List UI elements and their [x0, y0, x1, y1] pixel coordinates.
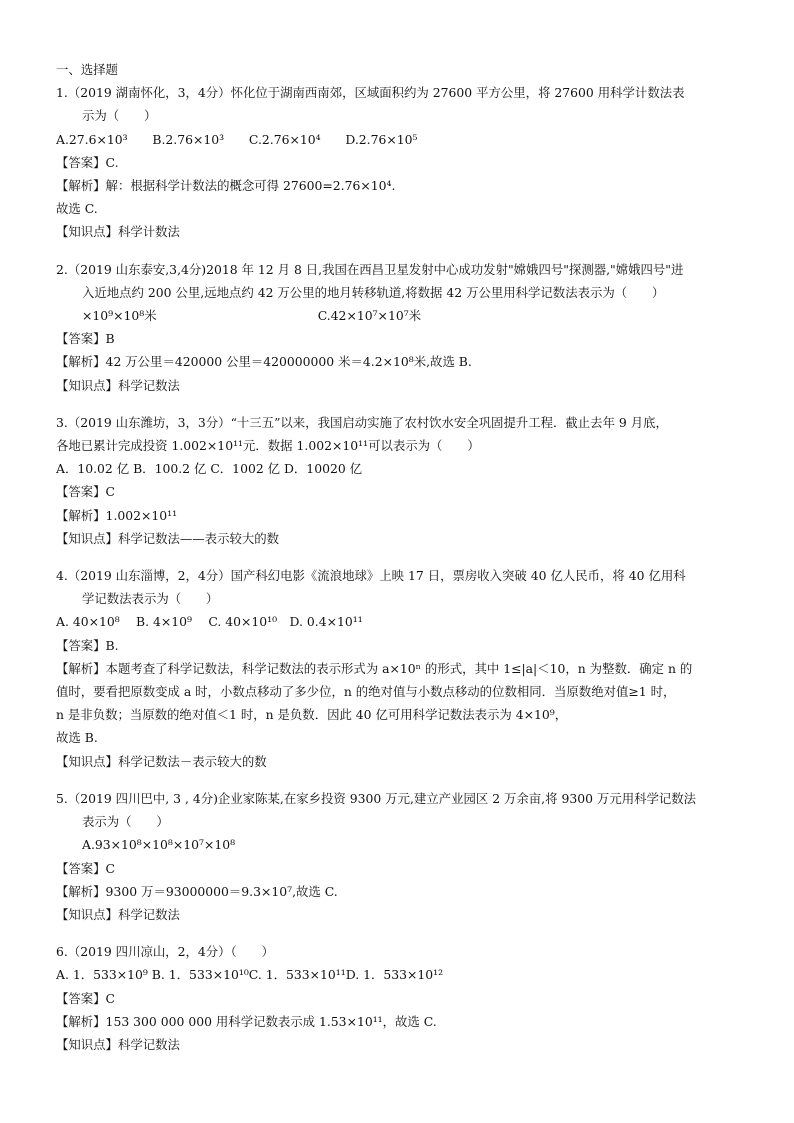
question-1: [56, 81, 746, 243]
question-analysis-cont: 故选 B.: [56, 730, 98, 746]
question-stem: 1.（2019 湖南怀化，3，4分）怀化位于湖南西南郊，区域面积约为 27600 平方公里，将 27600 用科学计数法表: [56, 85, 685, 101]
question-2: [56, 258, 746, 397]
question-knowledge: 【知识点】科学记数法－表示较大的数: [56, 753, 267, 769]
question-analysis-cont: 故选 C.: [56, 201, 98, 217]
question-analysis: 【解析】本题考查了科学记数法，科学记数法的表示形式为 a×10ⁿ 的形式，其中 1≤|a|＜10，n 为整数．确定 n 的: [56, 660, 693, 676]
question-options: A.27.6×10³ B.2.76×10³ C.2.76×10⁴ D.2.76×10⁵: [56, 131, 418, 147]
question-answer: 【答案】C.: [56, 154, 119, 170]
question-analysis: 【解析】42 万公里＝420000 公里＝420000000 米＝4.2×10⁸米,故选 B.: [56, 354, 472, 370]
question-stem: 2.（2019 山东泰安,3,4分)2018 年 12 月 8 日,我国在西昌卫星发射中心成功发射"嫦娥四号"探测器,"嫦娥四号"进: [56, 261, 684, 277]
question-options: A.93×10⁸×10⁸×10⁷×10⁸: [82, 837, 236, 853]
question-stem-cont: 各地已累计完成投资 1.002×10¹¹元．数据 1.002×10¹¹可以表示为（ ）: [56, 438, 480, 454]
question-analysis: 【解析】解：根据科学计数法的概念可得 27600=2.76×10⁴.: [56, 178, 396, 194]
question-knowledge: 【知识点】科学记数法: [56, 1036, 180, 1052]
question-knowledge: 【知识点】科学计数法: [56, 224, 180, 240]
question-analysis-cont: n 是非负数；当原数的绝对值＜1 时，n 是负数．因此 40 亿可用科学记数法表示为 4×10⁹，: [56, 707, 568, 723]
question-5: [56, 787, 746, 926]
question-answer: 【答案】B.: [56, 637, 119, 653]
question-stem-cont: 示为（ ）: [82, 108, 157, 124]
question-list: [56, 58, 746, 1056]
question-options: A. 40×10⁸ B. 4×10⁹ C. 40×10¹⁰ D. 0.4×10¹¹: [56, 614, 363, 630]
question-stem: 3.（2019 山东潍坊，3，3分）“十三五”以来，我国启动实施了农村饮水安全巩固提升工程．截止去年 9 月底，: [56, 414, 668, 430]
question-6: [56, 940, 746, 1056]
section-title: 一、选择题: [56, 62, 118, 77]
question-stem: 6.（2019 四川凉山，2，4分）（ ）: [56, 944, 274, 960]
question-analysis: 【解析】153 300 000 000 用科学记数表示成 1.53×10¹¹，故选 C.: [56, 1013, 437, 1029]
question-answer: 【答案】C: [56, 484, 116, 500]
question-options: ×10⁹×10⁸米 C.42×10⁷×10⁷米: [82, 308, 422, 324]
question-answer: 【答案】C: [56, 860, 116, 876]
question-stem-cont: 表示为（ ）: [82, 814, 169, 830]
question-4: [56, 564, 746, 773]
question-options: A．10.02 亿 B．100.2 亿 C．1002 亿 D．10020 亿: [56, 461, 363, 477]
question-knowledge: 【知识点】科学记数法——表示较大的数: [56, 530, 280, 546]
question-stem-cont: 入近地点约 200 公里,远地点约 42 万公里的地月转移轨道,将数据 42 万公里用科学记数法表示为（ ）: [82, 284, 665, 300]
question-stem: 4.（2019 山东淄博，2，4分）国产科幻电影《流浪地球》上映 17 日，票房收入突破 40 亿人民币，将 40 亿用科: [56, 568, 686, 584]
question-stem: 5.（2019 四川巴中, 3 , 4分)企业家陈某,在家乡投资 9300 万元,建立产业园区 2 万余亩,将 9300 万元用科学记数法: [56, 790, 697, 806]
question-knowledge: 【知识点】科学记数法: [56, 906, 180, 922]
question-analysis: 【解析】9300 万＝93000000＝9.3×10⁷,故选 C.: [56, 883, 338, 899]
question-3: [56, 411, 746, 550]
question-knowledge: 【知识点】科学记数法: [56, 377, 180, 393]
question-stem-cont: 学记数法表示为（ ）: [82, 591, 219, 607]
question-answer: 【答案】B: [56, 331, 115, 347]
question-options: A. 1．533×10⁹ B. 1．533×10¹⁰C. 1．533×10¹¹D. 1．533×10¹²: [56, 967, 444, 983]
question-answer: 【答案】C: [56, 990, 116, 1006]
question-analysis-cont: 值时，要看把原数变成 a 时，小数点移动了多少位，n 的绝对值与小数点移动的位数相同．当原数绝对值≥1 时，: [56, 684, 676, 700]
question-analysis: 【解析】1.002×10¹¹: [56, 507, 178, 523]
